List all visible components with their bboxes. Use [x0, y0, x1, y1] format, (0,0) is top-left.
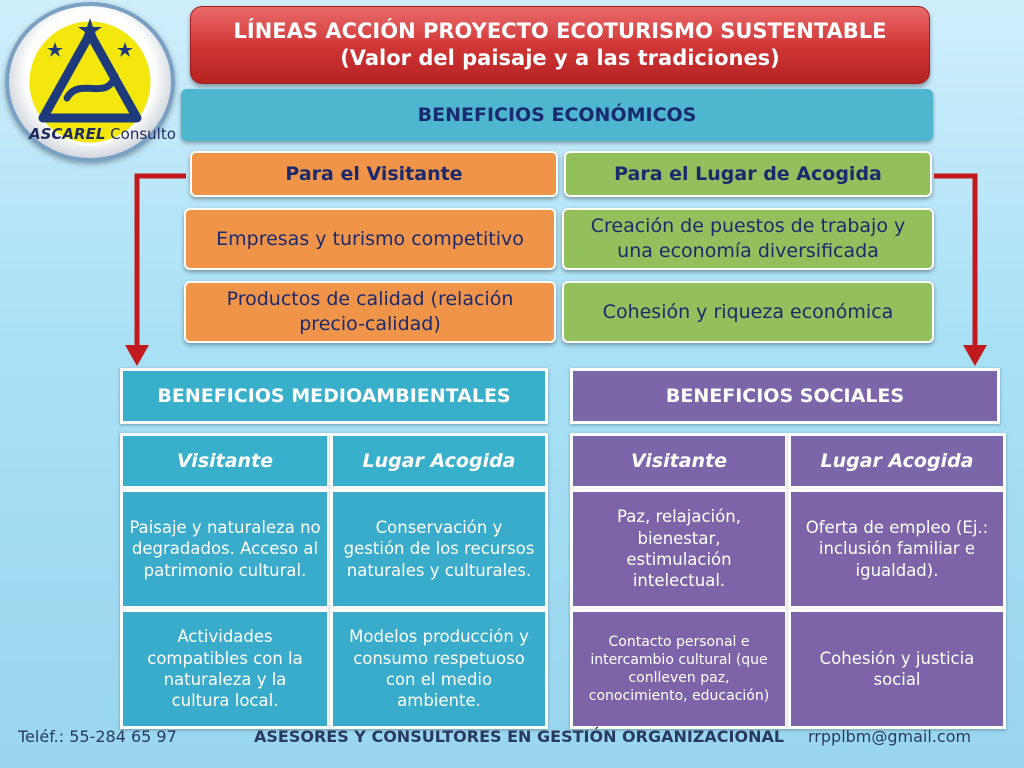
- environmental-visitor-item-1: Paisaje y naturaleza no degradados. Acceso al patrimonio cultural.: [120, 489, 330, 609]
- environmental-host-item-2: Modelos producción y consumo respetuoso con el medio ambiente.: [330, 609, 548, 729]
- economic-visitor-label: Para el Visitante: [190, 151, 558, 197]
- left-arrow-head-icon: [125, 345, 149, 366]
- environmental-host-label: Lugar Acogida: [330, 433, 548, 489]
- social-host-label: Lugar Acogida: [788, 433, 1006, 489]
- economic-benefits-header: BENEFICIOS ECONÓMICOS: [181, 89, 933, 141]
- footer-phone: Teléf.: 55-284 65 97: [18, 727, 177, 746]
- economic-visitor-item-1: Empresas y turismo competitivo: [184, 208, 556, 270]
- footer-company: ASESORES Y CONSULTORES EN GESTIÓN ORGANIZACIONAL: [254, 727, 785, 746]
- title-line-1: LÍNEAS ACCIÓN PROYECTO ECOTURISMO SUSTENTABLE: [233, 18, 887, 43]
- right-arrow-head-icon: [963, 345, 987, 366]
- social-host-item-2: Cohesión y justicia social: [788, 609, 1006, 729]
- title-line-2: (Valor del paisaje y a las tradiciones): [340, 46, 780, 70]
- logo-text-rest: Consulto: [110, 125, 176, 143]
- economic-host-item-2: Cohesión y riqueza económica: [562, 281, 934, 343]
- social-visitor-item-2: Contacto personal e intercambio cultural (que conlleven paz, conocimiento, educación): [570, 609, 788, 729]
- left-arrow-line: [137, 176, 186, 352]
- economic-visitor-item-2: Productos de calidad (relación precio-calidad): [184, 281, 556, 343]
- right-arrow-line: [934, 176, 975, 352]
- environmental-host-item-1: Conservación y gestión de los recursos naturales y culturales.: [330, 489, 548, 609]
- social-benefits-header: BENEFICIOS SOCIALES: [570, 368, 1000, 424]
- social-visitor-label: Visitante: [570, 433, 788, 489]
- economic-host-item-1: Creación de puestos de trabajo y una economía diversificada: [562, 208, 934, 270]
- social-host-item-1: Oferta de empleo (Ej.: inclusión familiar e igualdad).: [788, 489, 1006, 609]
- social-visitor-item-1: Paz, relajación, bienestar, estimulación intelectual.: [570, 489, 788, 609]
- logo-text-bold: ASCAREL: [29, 125, 106, 143]
- environmental-visitor-item-2: Actividades compatibles con la naturaleza y la cultura local.: [120, 609, 330, 729]
- economic-host-label: Para el Lugar de Acogida: [564, 151, 932, 197]
- environmental-visitor-label: Visitante: [120, 433, 330, 489]
- environmental-benefits-header: BENEFICIOS MEDIOAMBIENTALES: [120, 368, 548, 424]
- footer-email[interactable]: rrpplbm@gmail.com: [808, 727, 972, 746]
